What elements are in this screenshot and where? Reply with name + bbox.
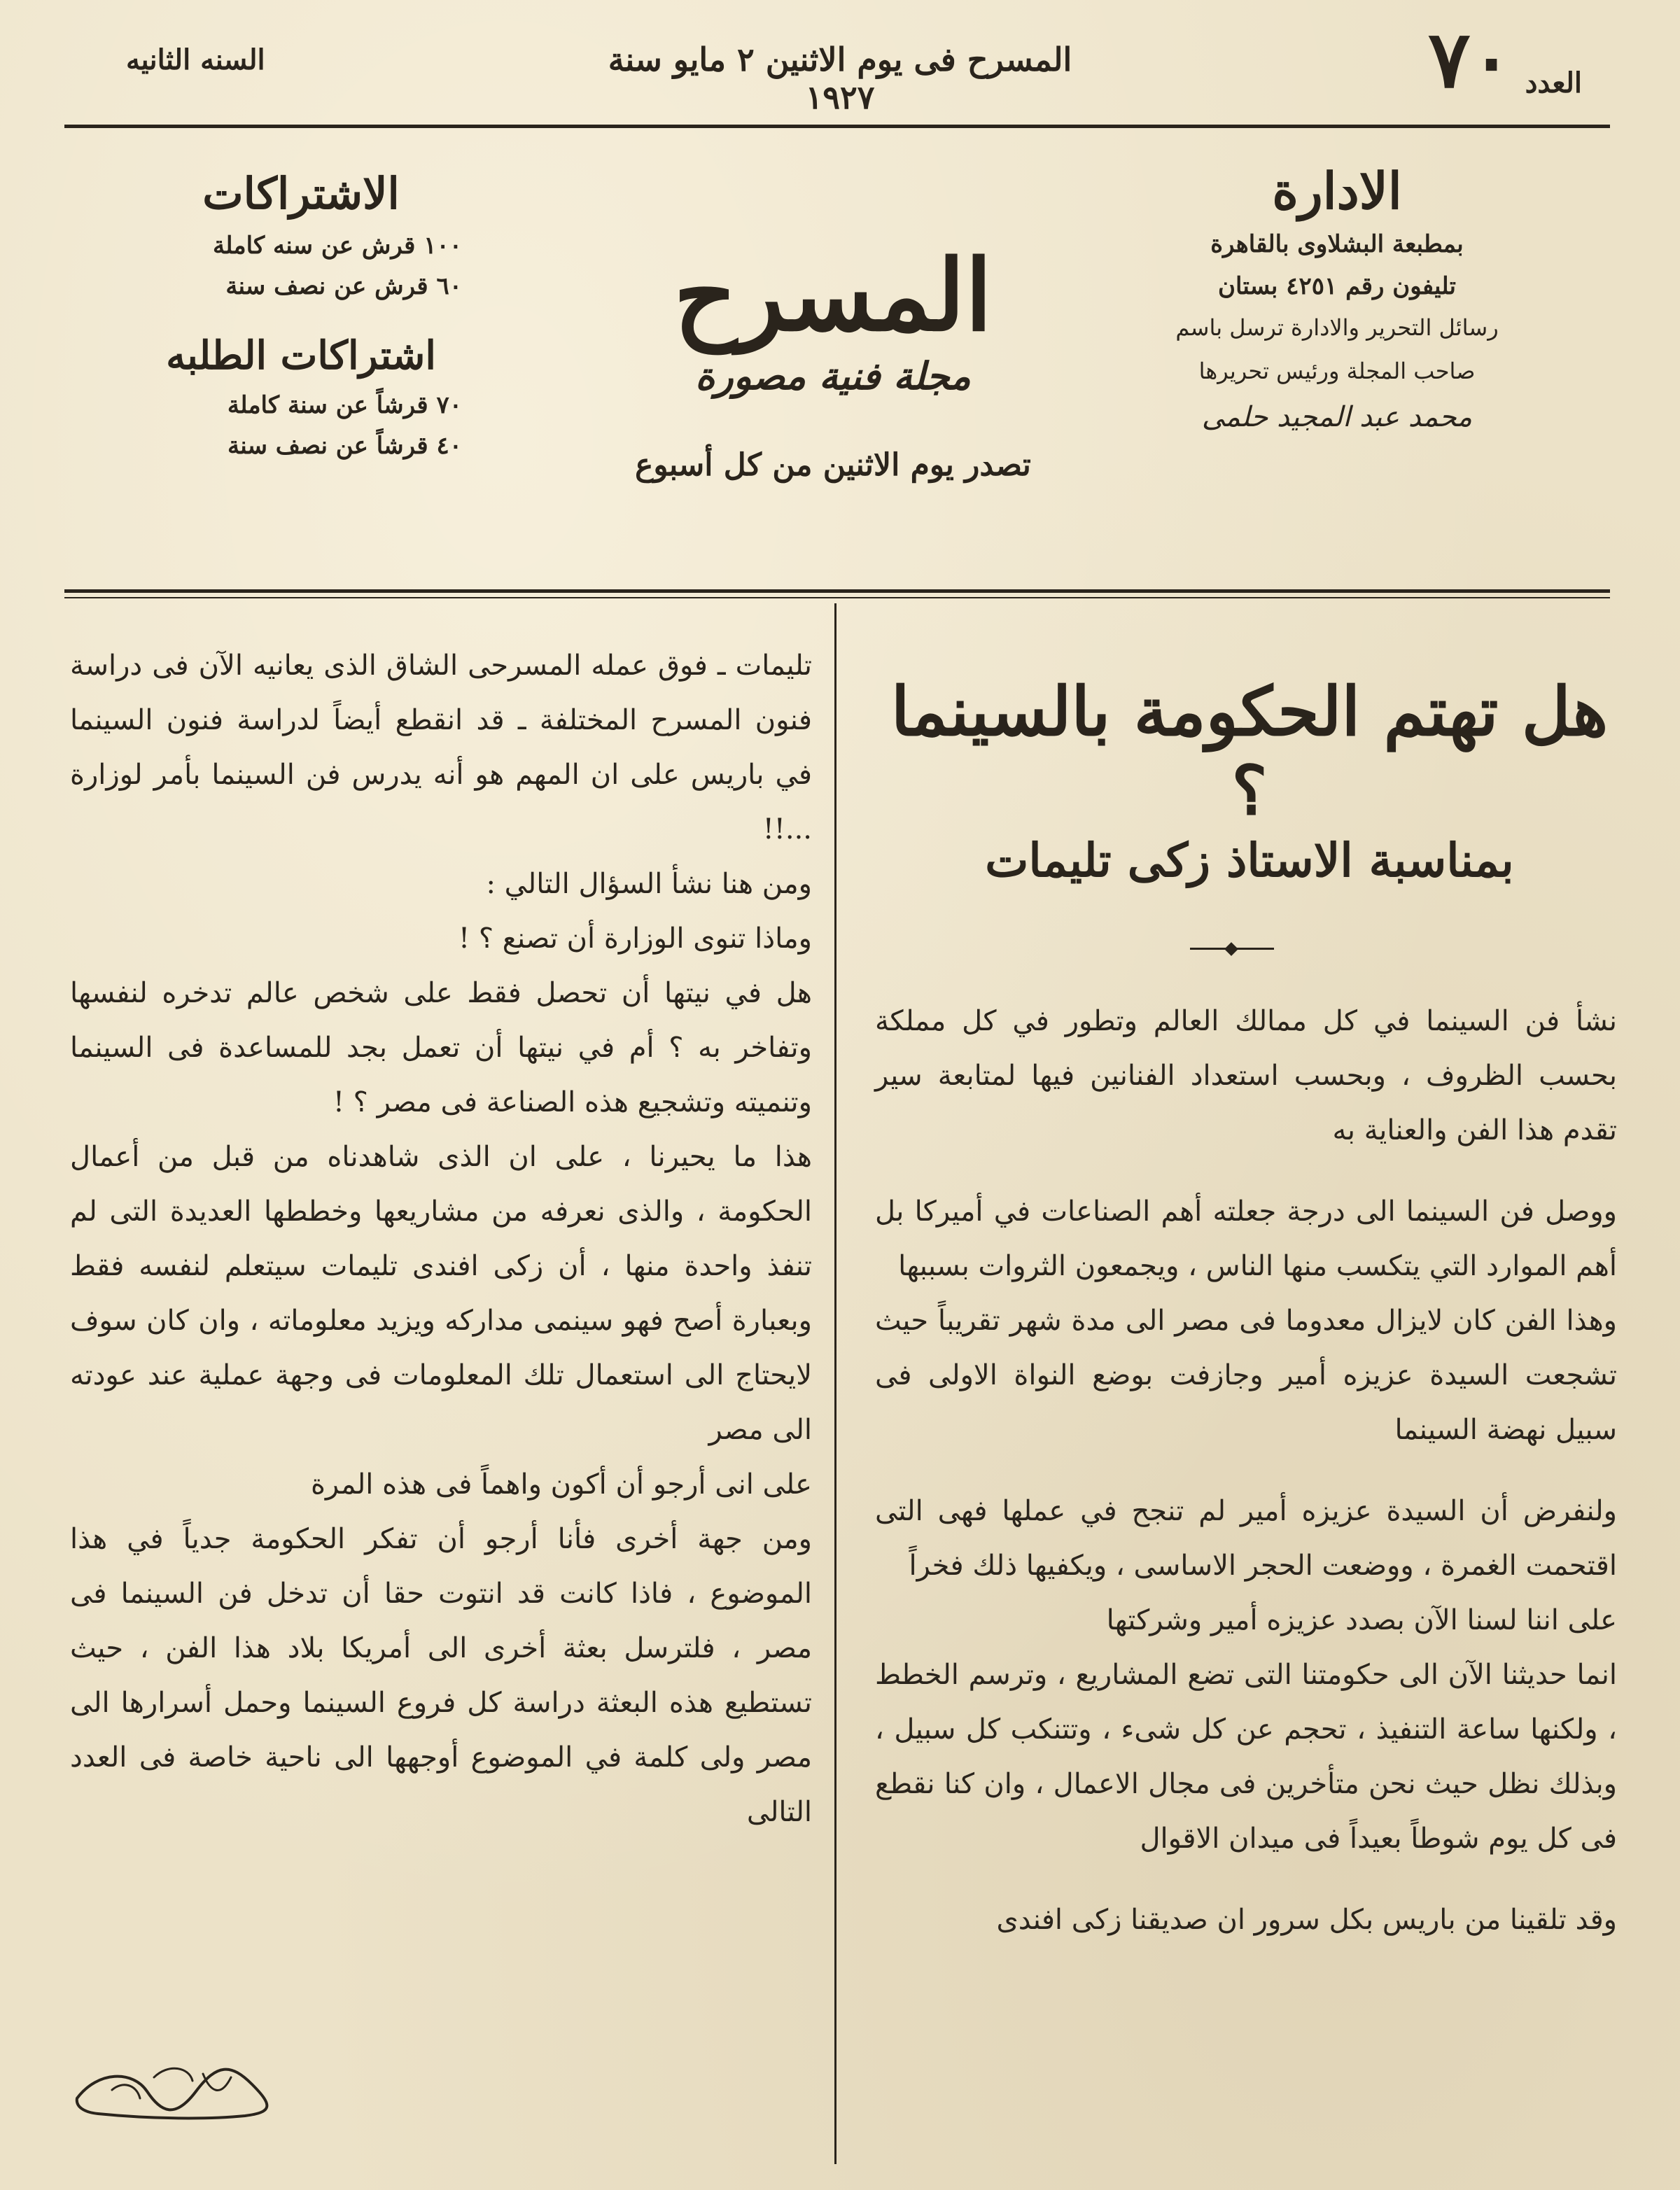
- author-signature: [70, 2049, 280, 2133]
- subscriptions-heading: الاشتراكات: [202, 168, 400, 219]
- correspondence-line-1: رسائل التحرير والادارة ترسل باسم: [1175, 314, 1499, 341]
- article-headline: هل تهتم الحكومة بالسينما ؟: [890, 672, 1609, 830]
- issue-number: ٧٠: [1428, 14, 1513, 106]
- administration-block: [1120, 161, 1554, 433]
- top-rule: [64, 125, 1610, 128]
- paragraph: على انى أرجو أن أكون واهماً فى هذه المرة: [310, 1468, 812, 1501]
- student-subscriptions-heading: اشتراكات الطلبه: [166, 332, 436, 379]
- left-column-text: [70, 638, 812, 1839]
- title-block: [602, 239, 1064, 483]
- editor-name: محمد عبد المجيد حلمى: [1201, 401, 1473, 433]
- paragraph: ومن جهة أخرى فأنا أرجو أن تفكر الحكومة جدياً في هذا الموضوع ، فاذا كانت قد انتوت حقا أن تدخل فن السينما فى مصر ، فلترسل بعثة أخرى الى أمريكا بلاد هذا الفن ، حيث تستطيع هذه البعثة دراسة كل فروع السينما وحمل أسرارها الى مصر ولى كلمة في الموضوع أوجهها الى ناحية خاصة فى العدد التالى: [70, 1523, 812, 1828]
- paragraph: على اننا لسنا الآن بصدد عزيزه أمير وشركتها: [1106, 1604, 1617, 1636]
- magazine-title: المسرح: [673, 239, 993, 353]
- student-half-year-subscription: ٤٠ قرشاً عن نصف سنة: [227, 432, 462, 460]
- correspondence-line-2: صاحب المجلة ورئيس تحريرها: [1198, 358, 1476, 384]
- column-divider: [834, 603, 836, 2164]
- paragraph: ولنفرض أن السيدة عزيزه أمير لم تنجح في عملها فهى التى اقتحمت الغمرة ، ووضعت الحجر الاساسى ، ويكفيها ذلك فخراً: [875, 1495, 1617, 1582]
- dateline: المسرح فى يوم الاثنين ٢ مايو سنة ١٩٢٧: [608, 41, 1072, 116]
- section-ornament: [1190, 948, 1274, 950]
- magazine-subtitle: مجلة فنية مصورة: [695, 353, 971, 398]
- paragraph: وقد تلقينا من باريس بكل سرور ان صديقنا زكى افندى: [996, 1904, 1617, 1936]
- year-label: السنه الثانيه: [126, 43, 265, 76]
- paragraph: تليمات ـ فوق عمله المسرحى الشاق الذى يعانيه الآن فى دراسة فنون المسرح المختلفة ـ قد انقطع أيضاً لدراسة فنون السينما في باريس على ان المهم هو أنه يدرس فن السينما بأمر لوزارة ...!!: [70, 650, 812, 845]
- administration-heading: الادارة: [1272, 161, 1402, 220]
- paragraph: ومن هنا نشأ السؤال التالي :: [486, 868, 812, 900]
- paragraph: وهذا الفن كان لايزال معدوما فى مصر الى مدة شهر تقريباً حيث تشجعت السيدة عزيزه أمير وجازفت بوضع النواة الاولى فى سبيل نهضة السينما: [875, 1305, 1617, 1446]
- annual-subscription: ١٠٠ قرش عن سنه كاملة: [212, 232, 462, 260]
- paragraph: نشأ فن السينما في كل ممالك العالم وتطور في كل مملكة بحسب الظروف ، وبحسب استعداد الفنانين فيها لمتابعة سير تقدم هذا الفن والعناية به: [875, 1005, 1617, 1146]
- paragraph: وماذا تنوى الوزارة أن تصنع ؟ !: [458, 922, 812, 955]
- phone-number: تليفون رقم ٤٢٥١ بستان: [1218, 272, 1456, 300]
- student-annual-subscription: ٧٠ قرشاً عن سنة كاملة: [227, 391, 462, 419]
- paragraph: هذا ما يحيرنا ، على ان الذى شاهدناه من قبل من أعمال الحكومة ، والذى نعرفه من مشاريعها وخططها العديدة التى لم تنفذ واحدة منها ، أن زكى افندى تليمات سيتعلم لنفسه فقط وبعبارة أصح فهو سينمى مداركه ويزيد معلوماته ، وان كان سوف لايحتاج الى استعمال تلك المعلومات فى وجهة عملية عند عودته الى مصر: [70, 1141, 812, 1446]
- masthead-bottom-rule: [64, 589, 1610, 598]
- publication-frequency: تصدر يوم الاثنين من كل أسبوع: [635, 447, 1031, 483]
- article-subheadline: بمناسبة الاستاذ زكى تليمات: [985, 833, 1514, 887]
- half-year-subscription: ٦٠ قرش عن نصف سنة: [225, 272, 462, 300]
- subscriptions-block: [140, 168, 462, 472]
- issue-block: [1428, 14, 1582, 106]
- right-column-text: [875, 994, 1617, 1947]
- press-address: بمطبعة البشلاوى بالقاهرة: [1210, 230, 1464, 258]
- paragraph: ووصل فن السينما الى درجة جعلته أهم الصناعات في أميركا بل أهم الموارد التي يتكسب منها الناس ، ويجمعون الثروات بسببها: [875, 1195, 1617, 1282]
- paragraph: هل في نيتها أن تحصل فقط على شخص عالم تدخره لنفسها وتفاخر به ؟ أم في نيتها أن تعمل بجد للمساعدة فى السينما وتنميته وتشجيع هذه الصناعة فى مصر ؟ !: [70, 977, 812, 1118]
- issue-label: العدد: [1525, 66, 1582, 99]
- paragraph: انما حديثنا الآن الى حكومتنا التى تضع المشاريع ، وترسم الخطط ، ولكنها ساعة التنفيذ ، تحجم عن كل شىء ، وتتنكب كل سبيل ، وبذلك نظل حيث نحن متأخرين فى مجال الاعمال ، وان كنا نقطع فى كل يوم شوطاً بعيداً فى ميدان الاقوال: [875, 1659, 1618, 1855]
